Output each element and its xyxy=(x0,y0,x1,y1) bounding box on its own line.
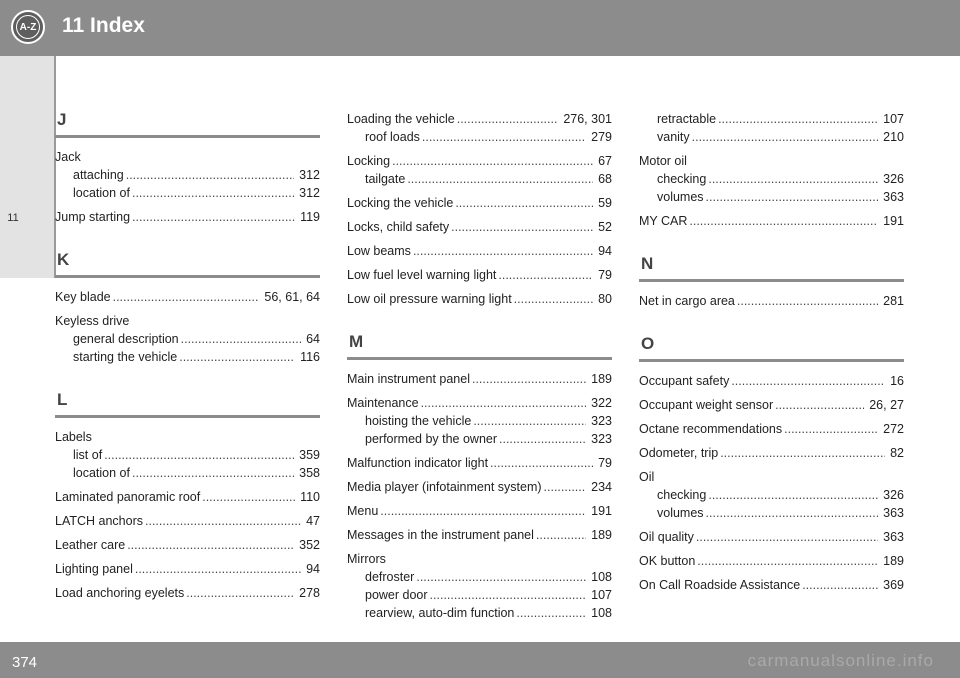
index-entry[interactable] xyxy=(639,292,904,310)
index-entry[interactable] xyxy=(639,552,904,570)
index-entry-page: 191 xyxy=(883,214,904,228)
index-entry[interactable] xyxy=(55,536,320,554)
index-entry-text: Messages in the instrument panel xyxy=(347,528,534,542)
index-entry-text: Oil xyxy=(639,470,655,484)
index-subentry-text: vanity xyxy=(657,130,690,144)
index-entry-text: OK button xyxy=(639,554,696,568)
index-entry-text: MY CAR xyxy=(639,214,688,228)
index-entry[interactable] xyxy=(347,242,612,260)
index-entry-text: Leather care xyxy=(55,538,126,552)
index-section xyxy=(347,110,612,308)
index-column-1 xyxy=(55,110,320,626)
index-entry[interactable] xyxy=(639,152,904,170)
index-entry-group xyxy=(55,428,320,482)
index-entry-group xyxy=(639,468,904,522)
index-entry-group xyxy=(639,552,904,570)
index-subentry-page: 64 xyxy=(306,332,320,346)
index-entry-group xyxy=(55,288,320,306)
index-subentry-leader xyxy=(718,110,878,128)
index-entry-page: 67 xyxy=(598,154,612,168)
index-column-3 xyxy=(639,110,904,618)
index-subentry-page: 326 xyxy=(883,172,904,186)
index-entry-text: Jack xyxy=(55,150,81,164)
index-entry[interactable] xyxy=(347,502,612,520)
index-letter-heading: L xyxy=(57,390,68,409)
section-divider xyxy=(55,275,320,278)
index-subentry-leader xyxy=(499,430,586,448)
index-entry-page: 79 xyxy=(598,456,612,470)
index-entry-leader xyxy=(775,396,864,414)
index-entry[interactable] xyxy=(347,550,612,568)
index-entry[interactable] xyxy=(639,444,904,462)
page-number: 374 xyxy=(12,654,38,671)
index-entry-group xyxy=(347,266,612,284)
index-entry-page: 363 xyxy=(883,530,904,544)
index-entry[interactable] xyxy=(639,576,904,594)
index-entry-text: Locking the vehicle xyxy=(347,196,454,210)
index-entry-group xyxy=(347,526,612,544)
index-entry[interactable] xyxy=(347,290,612,308)
index-entry-group xyxy=(55,536,320,554)
index-entry-text: Labels xyxy=(55,430,92,444)
index-entry[interactable] xyxy=(55,148,320,166)
index-letter-heading: M xyxy=(349,332,364,351)
index-entry[interactable] xyxy=(639,528,904,546)
index-entry-leader xyxy=(514,290,593,308)
index-subentry-leader xyxy=(708,170,878,188)
index-entry-text: Keyless drive xyxy=(55,314,130,328)
index-entry-page: 189 xyxy=(591,528,612,542)
index-entry-group xyxy=(347,394,612,448)
index-entry-text: Low oil pressure warning light xyxy=(347,292,512,306)
index-entry-text: Laminated panoramic roof xyxy=(55,490,201,504)
index-subentry-text: location of xyxy=(73,466,130,480)
index-subentry-page: 358 xyxy=(299,466,320,480)
index-entry-leader xyxy=(697,552,878,570)
index-entry-page: 94 xyxy=(598,244,612,258)
index-entry[interactable] xyxy=(639,396,904,414)
index-subentry-leader xyxy=(126,166,294,184)
a-z-badge-icon xyxy=(11,10,45,44)
index-subentry-leader xyxy=(416,568,586,586)
index-subentry-leader xyxy=(708,486,878,504)
index-entry-group xyxy=(639,444,904,462)
index-subentry-text: volumes xyxy=(657,506,704,520)
index-subentry-text: performed by the owner xyxy=(365,432,498,446)
index-subentry-text: roof loads xyxy=(365,130,420,144)
index-entry-text: Motor oil xyxy=(639,154,687,168)
index-entry-group xyxy=(639,110,904,146)
index-entry-leader xyxy=(472,370,586,388)
index-subentry-page: 279 xyxy=(591,130,612,144)
index-entry-leader xyxy=(145,512,301,530)
index-entry-text: Low beams xyxy=(347,244,411,258)
index-subentry[interactable] xyxy=(55,348,320,366)
index-subentry[interactable] xyxy=(55,184,320,202)
chapter-tab xyxy=(0,56,56,278)
index-entry-group xyxy=(347,218,612,236)
index-entry-leader xyxy=(536,526,586,544)
section-divider xyxy=(347,357,612,360)
index-entry-text: Occupant weight sensor xyxy=(639,398,774,412)
index-subentry[interactable] xyxy=(639,188,904,206)
index-subentry[interactable] xyxy=(55,464,320,482)
index-entry-leader xyxy=(802,576,878,594)
index-entry-group xyxy=(347,110,612,146)
index-entry-group xyxy=(639,152,904,206)
index-subentry[interactable] xyxy=(347,128,612,146)
index-entry[interactable] xyxy=(347,478,612,496)
index-subentry[interactable] xyxy=(639,170,904,188)
index-letter-heading: K xyxy=(57,250,70,269)
index-entry[interactable] xyxy=(55,288,320,306)
index-entry-page: 80 xyxy=(598,292,612,306)
index-entry-leader xyxy=(113,288,260,306)
index-entry[interactable] xyxy=(347,526,612,544)
index-subentry-text: list of xyxy=(73,448,103,462)
index-subentry-page: 312 xyxy=(299,186,320,200)
watermark: carmanualsonline.info xyxy=(747,651,934,670)
index-entry-leader xyxy=(127,536,294,554)
index-entry-page: 322 xyxy=(591,396,612,410)
index-entry-page: 191 xyxy=(591,504,612,518)
index-entry-group xyxy=(639,420,904,438)
index-entry-leader xyxy=(696,528,878,546)
header-bar xyxy=(0,0,960,56)
index-entry-group xyxy=(639,292,904,310)
index-entry-text: Jump starting xyxy=(55,210,131,224)
index-entry-page: 110 xyxy=(300,490,320,504)
footer-bar xyxy=(0,642,960,678)
index-entry[interactable] xyxy=(639,372,904,390)
index-entry-page: 82 xyxy=(890,446,904,460)
index-subentry-leader xyxy=(104,446,294,464)
index-entry-page: 94 xyxy=(306,562,320,576)
index-entry-group xyxy=(639,528,904,546)
index-subentry-page: 107 xyxy=(883,112,904,126)
index-subentry-page: 323 xyxy=(591,414,612,428)
index-entry-page: 119 xyxy=(300,210,320,224)
index-entry-leader xyxy=(455,194,593,212)
index-entry-group xyxy=(55,312,320,366)
index-subentry-leader xyxy=(692,128,878,146)
index-entry-leader xyxy=(421,394,587,412)
a-z-badge-label: A-Z xyxy=(16,15,40,39)
index-subentry[interactable] xyxy=(347,604,612,622)
index-entry-text: Main instrument panel xyxy=(347,372,470,386)
index-entry-leader xyxy=(392,152,593,170)
index-entry-text: Mirrors xyxy=(347,552,386,566)
chapter-title: 11 Index xyxy=(62,14,145,37)
index-entry-leader xyxy=(737,292,878,310)
index-entry[interactable] xyxy=(639,420,904,438)
index-subentry-page: 210 xyxy=(883,130,904,144)
index-entry-page: 189 xyxy=(591,372,612,386)
index-subentry-leader xyxy=(179,348,295,366)
index-entry-group xyxy=(347,152,612,188)
index-subentry-page: 363 xyxy=(883,190,904,204)
section-divider xyxy=(639,359,904,362)
index-entry-page: 278 xyxy=(299,586,320,600)
index-entry[interactable] xyxy=(55,312,320,330)
index-entry-group xyxy=(639,212,904,230)
index-subentry-page: 107 xyxy=(591,588,612,602)
index-subentry-text: starting the vehicle xyxy=(73,350,178,364)
index-subentry-leader xyxy=(473,412,586,430)
index-entry[interactable] xyxy=(639,468,904,486)
index-subentry-text: checking xyxy=(657,172,707,186)
index-section xyxy=(55,250,320,366)
index-subentry-page: 108 xyxy=(591,570,612,584)
index-subentry-text: checking xyxy=(657,488,707,502)
index-entry-text: Occupant safety xyxy=(639,374,730,388)
index-entry-leader xyxy=(731,372,885,390)
index-entry-page: 16 xyxy=(890,374,904,388)
index-subentry[interactable] xyxy=(347,586,612,604)
index-subentry-text: defroster xyxy=(365,570,415,584)
index-entry-text: Odometer, trip xyxy=(639,446,719,460)
index-entry-page: 189 xyxy=(883,554,904,568)
index-entry-group xyxy=(347,478,612,496)
section-divider xyxy=(55,135,320,138)
index-subentry-page: 363 xyxy=(883,506,904,520)
index-subentry[interactable] xyxy=(55,330,320,348)
index-entry-page: 281 xyxy=(883,294,904,308)
index-subentry-leader xyxy=(181,330,301,348)
index-entry-group xyxy=(55,560,320,578)
index-entry-text: Low fuel level warning light xyxy=(347,268,497,282)
index-subentry-leader xyxy=(132,464,294,482)
index-entry-text: LATCH anchors xyxy=(55,514,143,528)
index-entry-group xyxy=(55,208,320,226)
index-column-2 xyxy=(347,110,612,646)
index-entry-group xyxy=(347,242,612,260)
index-entry-leader xyxy=(784,420,878,438)
index-entry-text: Octane recommendations xyxy=(639,422,783,436)
index-subentry-text: attaching xyxy=(73,168,124,182)
index-entry-leader xyxy=(135,560,301,578)
index-entry-text: Load anchoring eyelets xyxy=(55,586,185,600)
index-section xyxy=(55,110,320,226)
index-entry[interactable] xyxy=(347,218,612,236)
index-subentry-text: hoisting the vehicle xyxy=(365,414,472,428)
index-subentry[interactable] xyxy=(639,504,904,522)
index-subentry-leader xyxy=(706,504,879,522)
index-entry-leader xyxy=(490,454,593,472)
index-section xyxy=(639,110,904,230)
index-entry-text: On Call Roadside Assistance xyxy=(639,578,801,592)
index-entry-page: 352 xyxy=(299,538,320,552)
index-entry-page: 26, 27 xyxy=(869,398,904,412)
index-entry-group xyxy=(55,584,320,602)
index-entry-group xyxy=(639,396,904,414)
index-subentry-leader xyxy=(407,170,593,188)
index-entry-leader xyxy=(202,488,295,506)
index-subentry-page: 108 xyxy=(591,606,612,620)
index-entry-group xyxy=(639,372,904,390)
index-entry-page: 47 xyxy=(306,514,320,528)
index-entry-page: 369 xyxy=(883,578,904,592)
index-section xyxy=(639,334,904,594)
index-subentry[interactable] xyxy=(347,568,612,586)
index-letter-heading: O xyxy=(641,334,655,353)
index-entry-page: 59 xyxy=(598,196,612,210)
index-entry[interactable] xyxy=(347,394,612,412)
index-entry-leader xyxy=(720,444,885,462)
section-divider xyxy=(55,415,320,418)
index-entry[interactable] xyxy=(55,428,320,446)
index-subentry[interactable] xyxy=(639,486,904,504)
index-entry-group xyxy=(347,370,612,388)
index-entry[interactable] xyxy=(347,370,612,388)
index-entry-page: 234 xyxy=(591,480,612,494)
index-entry-leader xyxy=(413,242,593,260)
index-entry-leader xyxy=(186,584,294,602)
index-entry-text: Net in cargo area xyxy=(639,294,735,308)
index-subentry[interactable] xyxy=(347,170,612,188)
index-entry-group xyxy=(347,502,612,520)
index-entry-page: 79 xyxy=(598,268,612,282)
index-entry-leader xyxy=(689,212,878,230)
index-subentry-text: tailgate xyxy=(365,172,406,186)
index-subentry[interactable] xyxy=(639,128,904,146)
index-section xyxy=(55,390,320,602)
index-subentry-page: 323 xyxy=(591,432,612,446)
index-subentry-leader xyxy=(516,604,586,622)
index-entry-group xyxy=(347,194,612,212)
index-section xyxy=(347,332,612,622)
index-entry-group xyxy=(347,454,612,472)
index-entry-text: Malfunction indicator light xyxy=(347,456,489,470)
index-entry[interactable] xyxy=(347,110,612,128)
index-subentry-page: 116 xyxy=(300,350,320,364)
index-entry-text: Media player (infotainment system) xyxy=(347,480,542,494)
index-subentry-text: volumes xyxy=(657,190,704,204)
index-entry-group xyxy=(55,512,320,530)
index-entry-leader xyxy=(451,218,593,236)
index-subentry-leader xyxy=(430,586,587,604)
section-divider xyxy=(639,279,904,282)
index-entry-group xyxy=(55,148,320,202)
index-entry-text: Lighting panel xyxy=(55,562,133,576)
index-entry[interactable] xyxy=(347,454,612,472)
index-entry[interactable] xyxy=(639,212,904,230)
index-subentry-text: retractable xyxy=(657,112,717,126)
index-subentry-text: power door xyxy=(365,588,428,602)
index-entry-page: 276, 301 xyxy=(563,112,612,126)
index-subentry-page: 312 xyxy=(299,168,320,182)
index-entry[interactable] xyxy=(347,266,612,284)
index-entry[interactable] xyxy=(55,488,320,506)
index-entry-leader xyxy=(380,502,586,520)
index-entry-text: Locks, child safety xyxy=(347,220,450,234)
index-entry[interactable] xyxy=(55,560,320,578)
index-entry-leader xyxy=(544,478,587,496)
index-entry[interactable] xyxy=(347,152,612,170)
index-entry[interactable] xyxy=(347,194,612,212)
index-subentry-leader xyxy=(132,184,294,202)
index-entry-text: Locking xyxy=(347,154,391,168)
index-subentry[interactable] xyxy=(347,430,612,448)
index-entry-leader xyxy=(457,110,559,128)
index-entry-page: 56, 61, 64 xyxy=(264,290,320,304)
index-subentry-leader xyxy=(422,128,586,146)
index-subentry[interactable] xyxy=(55,166,320,184)
index-entry-leader xyxy=(132,208,295,226)
index-subentry[interactable] xyxy=(347,412,612,430)
index-entry[interactable] xyxy=(55,584,320,602)
index-subentry[interactable] xyxy=(639,110,904,128)
index-letter-heading: N xyxy=(641,254,654,273)
index-entry-text: Key blade xyxy=(55,290,111,304)
chapter-tab-number: 11 xyxy=(7,212,19,224)
index-entry-text: Loading the vehicle xyxy=(347,112,455,126)
index-subentry-text: location of xyxy=(73,186,130,200)
index-entry-text: Maintenance xyxy=(347,396,419,410)
index-entry-page: 272 xyxy=(883,422,904,436)
index-subentry-text: general description xyxy=(73,332,179,346)
index-section xyxy=(639,254,904,310)
index-subentry-page: 326 xyxy=(883,488,904,502)
index-subentry[interactable] xyxy=(55,446,320,464)
index-entry[interactable] xyxy=(55,512,320,530)
index-entry-group xyxy=(55,488,320,506)
index-entry-group xyxy=(347,550,612,622)
index-subentry-text: rearview, auto-dim function xyxy=(365,606,515,620)
index-entry-text: Menu xyxy=(347,504,379,518)
index-subentry-page: 359 xyxy=(299,448,320,462)
index-entry-group xyxy=(347,290,612,308)
index-subentry-page: 68 xyxy=(598,172,612,186)
index-entry-page: 52 xyxy=(598,220,612,234)
index-letter-heading: J xyxy=(57,110,67,129)
index-entry[interactable] xyxy=(55,208,320,226)
index-entry-text: Oil quality xyxy=(639,530,694,544)
index-entry-leader xyxy=(498,266,593,284)
index-entry-group xyxy=(639,576,904,594)
index-subentry-leader xyxy=(706,188,879,206)
